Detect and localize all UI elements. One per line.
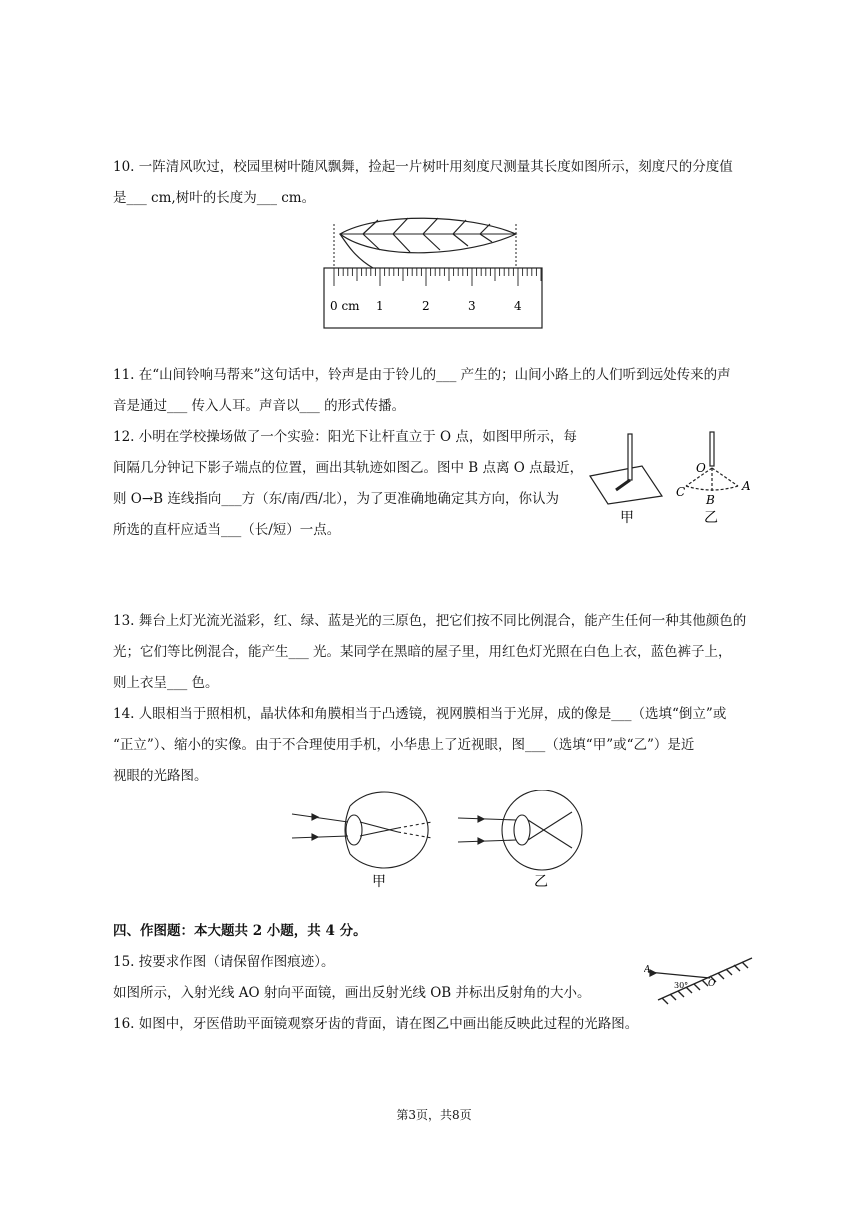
- q16-line-1: 16. 如图中，牙医借助平面镜观察牙齿的背面，请在图乙中画出能反映此过程的光路图。: [113, 1016, 639, 1032]
- ruler-tick-label-3: 3: [468, 299, 476, 313]
- leaf-drawing: [340, 218, 516, 268]
- q15-line-1: 15. 按要求作图（请保留作图痕迹）。: [113, 954, 335, 970]
- point-a-label: A: [742, 479, 751, 493]
- eye-figure-yi-label: 乙: [534, 874, 548, 890]
- q11-line-1: 11. 在“山间铃响马帮来”这句话中，铃声是由于铃儿的___ 产生的；山间小路上的人们听到远处传来的声: [113, 367, 731, 383]
- ruler-tick-label-2: 2: [422, 299, 430, 313]
- figure-yi-eye: [458, 790, 582, 870]
- point-a-label: A: [644, 965, 651, 975]
- plane-mirror: [658, 958, 752, 1004]
- q12-line-3: 则 O→B 连线指向___方（东/南/西/北），为了更准确地确定其方向，你认为: [113, 491, 560, 507]
- eye-figure-jia-label: 甲: [372, 874, 386, 890]
- figure-jia-eye: [292, 792, 432, 868]
- q13-line-1: 13. 舞台上灯光流光溢彩，红、绿、蓝是光的三原色，把它们按不同比例混合，能产生任何一种其他颜色的: [113, 613, 747, 629]
- point-c-label: C: [676, 485, 686, 499]
- q12-line-2: 间隔几分钟记下影子端点的位置，画出其轨迹如图乙。图中 B 点离 O 点最近，: [113, 460, 584, 476]
- q14-line-3: 视眼的光路图。: [113, 768, 208, 784]
- figure-yi-label: 乙: [704, 510, 718, 526]
- q14-line-1: 14. 人眼相当于照相机，晶状体和角膜相当于凸透镜，视网膜相当于光屏，成的像是___（选填“倒立”或: [113, 706, 727, 722]
- q13-line-2: 光；它们等比例混合，能产生___ 光。某同学在黑暗的屋子里，用红色灯光照在白色上衣，蓝色裤子上，: [113, 644, 732, 660]
- q11-line-2: 音是通过___ 传入人耳。声音以___ 的形式传播。: [113, 398, 406, 414]
- ruler-unit-label: 0 cm: [330, 299, 360, 313]
- leaf-ruler-figure: [318, 212, 548, 332]
- shadow-pole-figure: [586, 428, 766, 528]
- ruler-tick-label-4: 4: [514, 299, 522, 313]
- figure-jia-pole: [590, 434, 662, 504]
- ruler-tick-label-1: 1: [376, 299, 384, 313]
- point-b-label: B: [706, 493, 715, 507]
- page-number: 第3页，共8页: [396, 1108, 472, 1122]
- q15-line-2: 如图所示，入射光线 AO 射向平面镜，画出反射光线 OB 并标出反射角的大小。: [113, 985, 591, 1001]
- q10-line-1: 10. 一阵清风吹过，校园里树叶随风飘舞，捡起一片树叶用刻度尺测量其长度如图所示，刻度尺的分度值: [113, 159, 733, 175]
- incident-ray: [648, 970, 710, 978]
- q13-line-3: 则上衣呈___ 色。: [113, 675, 219, 691]
- figure-yi-trajectory: [686, 432, 738, 492]
- section-4-title: 四、作图题：本大题共 2 小题，共 4 分。: [113, 923, 367, 939]
- q14-line-2: “正立”）、缩小的实像。由于不合理使用手机，小华患上了近视眼，图___（选填“甲”或“乙”）是近: [113, 737, 695, 753]
- mirror-reflection-figure: [644, 950, 758, 1010]
- q12-line-4: 所选的直杆应适当___（长/短）一点。: [113, 522, 341, 538]
- q10-line-2: 是___ cm,树叶的长度为___ cm。: [113, 190, 316, 206]
- angle-label: 30°: [674, 981, 689, 990]
- q12-line-1: 12. 小明在学校操场做了一个实验：阳光下让杆直立于 O 点，如图甲所示，每: [113, 429, 577, 445]
- point-o-label: O: [696, 461, 706, 475]
- figure-jia-label: 甲: [620, 510, 634, 526]
- point-o-label: O: [708, 979, 716, 989]
- eye-optics-figure: [288, 790, 588, 894]
